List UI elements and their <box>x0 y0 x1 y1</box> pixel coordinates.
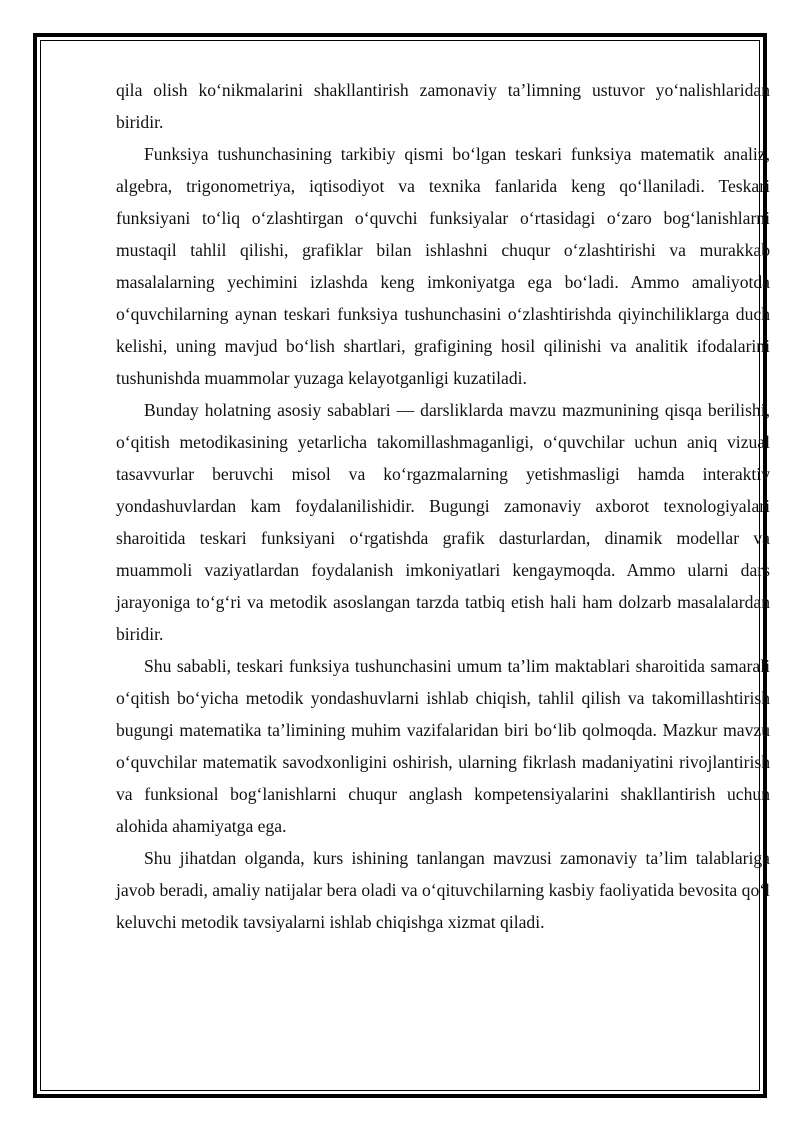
paragraph-conclusion: Shu jihatdan olganda, kurs ishining tanlangan mavzusi zamonaviy ta’lim talablariga javob beradi, amaliy natijalar bera oladi va o‘qituvchilarning kasbiy faoliyatida bevosita qo‘l keluvchi metodik tavsiyalarni ishlab chiqishga xizmat qiladi. <box>116 848 770 932</box>
paragraph-causes: Bunday holatning asosiy sabablari — darsliklarda mavzu mazmunining qisqa berilishi, o‘qitish metodikasining yetarlicha takomillashmaganligi, o‘quvchilar uchun aniq vizual tasavvurlar beruvchi misol va ko‘rgazmalarning yetishmasligi hamda interaktiv yondashuvlardan kam foydalanilishidir. Bugungi zamonaviy axborot texnologiyalari sharoitida teskari funksiyani o‘rgatishda grafik dasturlardan, dinamik modellar va muammoli vaziyatlardan foydalanish imkoniyatlari kengaymoqda. Ammo ularni dars jarayoniga to‘g‘ri va metodik asoslangan tarzda tatbiq etish hali ham dolzarb masalalardan biridir. <box>116 400 770 644</box>
paragraph-continuation: qila olish ko‘nikmalarini shakllantirish zamonaviy ta’limning ustuvor yo‘nalishlaridan biridir. <box>116 80 770 132</box>
paragraph-inverse-function-importance: Funksiya tushunchasining tarkibiy qismi bo‘lgan teskari funksiya matematik analiz, algebra, trigonometriya, iqtisodiyot va texnika fanlarida keng qo‘llaniladi. Teskari funksiyani to‘liq o‘zlashtirgan o‘quvchi funksiyalar o‘rtasidagi o‘zaro bog‘lanishlarni mustaqil tahlil qilishi, grafiklar bilan ishlashni chuqur o‘zlashtirishi va murakkab masalalarning yechimini izlashda keng imkoniyatga ega bo‘ladi. Ammo amaliyotda o‘quvchilarning aynan teskari funksiya tushunchasini o‘zlashtirishda qiyinchiliklarga duch kelishi, uning mavjud bo‘lish shartlari, grafigining hosil qilinishi va analitik ifodalarini tushunishda muammolar yuzaga kelayotganligi kuzatiladi. <box>116 144 770 388</box>
document-body <box>116 74 770 938</box>
paragraph-relevance: Shu sababli, teskari funksiya tushunchasini umum ta’lim maktablari sharoitida samarali o‘qitish bo‘yicha metodik yondashuvlarni ishlab chiqish, tahlil qilish va takomillashtirish bugungi matematika ta’limining muhim vazifalaridan biri bo‘lib qolmoqda. Mazkur mavzu o‘quvchilar matematik savodxonligini oshirish, ularning fikrlash madaniyatini rivojlantirish va funksional bog‘lanishlarni chuqur anglash kompetensiyalarini shakllantirish uchun alohida ahamiyatga ega. <box>116 656 770 836</box>
